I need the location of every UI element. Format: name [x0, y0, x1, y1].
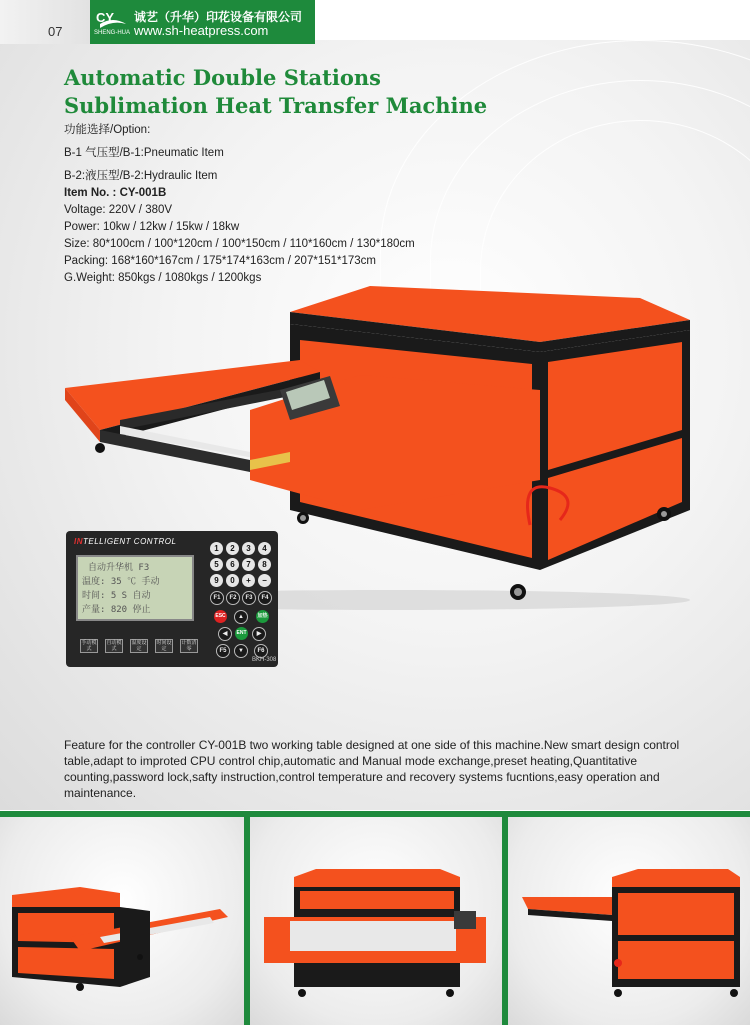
lcd-line-3: 时间: 5 S 自动	[82, 591, 151, 601]
arrow-down-icon[interactable]: ▼	[234, 644, 248, 658]
feature-description: Feature for the controller CY-001B two working table designed at one side of this machine.New smart design control table,adapt to improted CPU control chip,automatic and Manual mode exchange,preset heating,Quantitative counting,password lock,safty instruction,control temperature and recovery systems fucntions,easy operation and maintenance.	[64, 738, 680, 800]
title-line-1: Automatic Double Stations	[64, 65, 381, 90]
product-title	[64, 64, 487, 120]
controller-lcd-screen	[76, 555, 194, 621]
arrow-right-icon[interactable]: ▶	[252, 627, 266, 641]
key-9[interactable]: 9	[210, 574, 223, 587]
spec-voltage: Voltage: 220V / 380V	[64, 204, 173, 216]
key-f6[interactable]: F6	[254, 644, 268, 658]
lcd-line-1: 自动升华机 F3	[88, 563, 150, 573]
page-number: 07	[48, 24, 63, 39]
button-count-reset[interactable]: 计数清零	[181, 640, 197, 652]
controller-model-label: BKH-308	[252, 657, 277, 663]
option-b2: B-2:液压型/B-2:Hydraulic Item	[64, 170, 218, 182]
key-f2[interactable]: F2	[226, 591, 240, 605]
lcd-line-2: 温度: 35 ℃ 手动	[82, 577, 160, 587]
spec-packing: Packing: 168*160*167cm / 175*174*163cm / 207*151*173cm	[64, 255, 376, 267]
option-heading: 功能选择/Option:	[64, 124, 151, 136]
controller-title: INTELLIGENT CONTROL	[74, 537, 177, 546]
spec-power: Power: 10kw / 12kw / 15kw / 18kw	[64, 221, 240, 233]
key-f1[interactable]: F1	[210, 591, 224, 605]
key-4[interactable]: 4	[258, 542, 271, 555]
key-minus[interactable]: −	[258, 574, 271, 587]
key-8[interactable]: 8	[258, 558, 271, 571]
spec-weight: G.Weight: 850kgs / 1080kgs / 1200kgs	[64, 272, 262, 284]
key-2[interactable]: 2	[226, 542, 239, 555]
spec-size: Size: 80*100cm / 100*120cm / 100*150cm / 110*160cm / 130*180cm	[64, 238, 415, 250]
photo-front-view	[250, 817, 502, 1025]
key-f4[interactable]: F4	[258, 591, 272, 605]
button-temp-set[interactable]: 温度设定	[131, 640, 147, 652]
header-left-tab	[0, 0, 90, 44]
key-f5[interactable]: F5	[216, 644, 230, 658]
key-plus[interactable]: +	[242, 574, 255, 587]
photo-side-view-2	[508, 817, 750, 1025]
key-1[interactable]: 1	[210, 542, 223, 555]
key-enter[interactable]: ENT	[235, 627, 248, 640]
key-6[interactable]: 6	[226, 558, 239, 571]
key-5[interactable]: 5	[210, 558, 223, 571]
key-esc[interactable]: ESC	[214, 610, 227, 623]
logo-subtext: SHENG-HUA	[94, 30, 131, 36]
key-heat[interactable]: 加热	[256, 610, 269, 623]
arrow-up-icon[interactable]: ▲	[234, 610, 248, 624]
item-number: Item No. : CY-001B	[64, 187, 167, 199]
key-f3[interactable]: F3	[242, 591, 256, 605]
key-3[interactable]: 3	[242, 542, 255, 555]
button-manual-mode[interactable]: 手动模式	[81, 640, 97, 652]
controller-keypad	[206, 541, 276, 661]
arrow-left-icon[interactable]: ◀	[218, 627, 232, 641]
lcd-line-4: 产量: 820 停止	[82, 605, 151, 615]
key-7[interactable]: 7	[242, 558, 255, 571]
option-b1: B-1 气压型/B-1:Pneumatic Item	[64, 147, 224, 159]
website-url[interactable]: www.sh-heatpress.com	[134, 23, 269, 38]
spec-list	[64, 122, 415, 287]
logo-text: CY	[96, 10, 115, 25]
company-name: 诚艺（升华）印花设备有限公司	[134, 10, 303, 24]
button-auto-mode[interactable]: 自动模式	[106, 640, 122, 652]
photo-side-view-1	[0, 817, 244, 1025]
title-line-2: Sublimation Heat Transfer Machine	[64, 93, 488, 118]
button-time-set[interactable]: 时间设定	[156, 640, 172, 652]
key-0[interactable]: 0	[226, 574, 239, 587]
